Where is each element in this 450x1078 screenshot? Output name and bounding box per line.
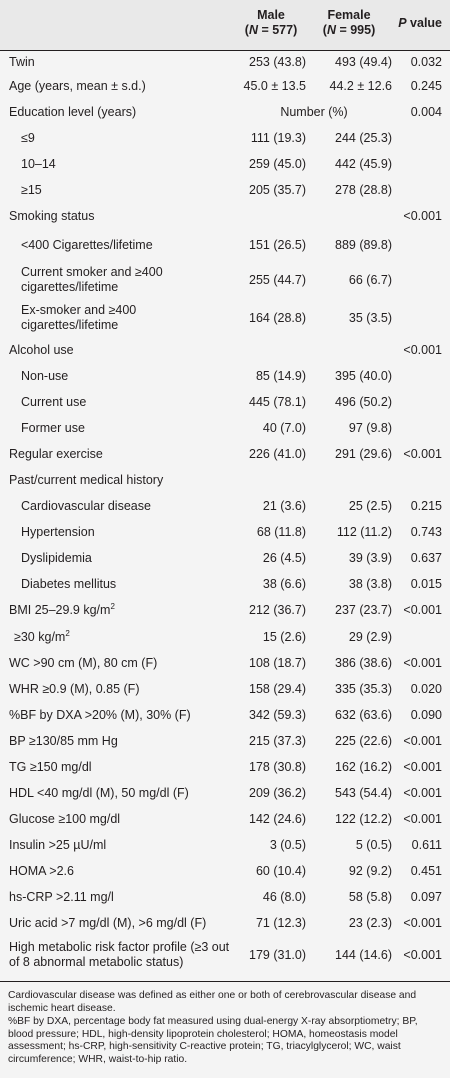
row-label: 10–14 bbox=[21, 156, 56, 171]
header-row bbox=[0, 0, 450, 50]
row-label: ≥15 bbox=[21, 182, 42, 197]
row-female-value: 493 (49.4) bbox=[335, 54, 392, 69]
row-label: BP ≥130/85 mm Hg bbox=[9, 733, 118, 748]
row-male-value: 38 (6.6) bbox=[262, 576, 306, 591]
row-label: ≤9 bbox=[21, 130, 35, 145]
row-p-value bbox=[392, 151, 450, 177]
row-female-value: 112 (11.2) bbox=[336, 524, 392, 539]
row-p-value: <0.001 bbox=[403, 342, 442, 357]
row-female-value: 225 (22.6) bbox=[335, 733, 392, 748]
row-male-value: 111 (19.3) bbox=[250, 130, 306, 145]
row-male-value: 46 (8.0) bbox=[262, 889, 306, 904]
row-male-value: 215 (37.3) bbox=[249, 733, 306, 748]
table-row bbox=[0, 780, 450, 806]
row-male-value: 3 (0.5) bbox=[269, 837, 306, 852]
row-p-value bbox=[392, 415, 450, 441]
row-male-value: 178 (30.8) bbox=[249, 759, 306, 774]
row-label: Dyslipidemia bbox=[21, 550, 92, 565]
row-female-value: 58 (5.8) bbox=[348, 889, 392, 904]
row-female-value: 632 (63.6) bbox=[335, 707, 392, 722]
table-body bbox=[0, 50, 450, 974]
row-label: Hypertension bbox=[21, 524, 95, 539]
header-empty-cell bbox=[0, 0, 236, 50]
footnotes bbox=[8, 990, 442, 1067]
row-female-value: 66 (6.7) bbox=[348, 272, 392, 287]
header-male-n: (N = 577) bbox=[244, 23, 298, 37]
table-row bbox=[0, 624, 450, 650]
row-male-value: 164 (28.8) bbox=[249, 310, 306, 325]
row-male-value bbox=[236, 337, 306, 363]
table-row bbox=[0, 50, 450, 74]
row-p-value bbox=[392, 467, 450, 493]
table-row bbox=[0, 415, 450, 441]
row-male-value: 21 (3.6) bbox=[262, 498, 306, 513]
row-label: Current smoker and ≥400 cigarettes/lifetime bbox=[21, 265, 163, 294]
row-female-value: 97 (9.8) bbox=[348, 420, 392, 435]
table-row bbox=[0, 337, 450, 363]
row-label: Education level (years) bbox=[9, 104, 137, 119]
table-row bbox=[0, 493, 450, 519]
row-p-value: <0.001 bbox=[403, 733, 442, 748]
row-p-value bbox=[392, 389, 450, 415]
row-male-value: 40 (7.0) bbox=[262, 420, 306, 435]
row-male-value: 255 (44.7) bbox=[249, 272, 306, 287]
table-row bbox=[0, 177, 450, 203]
header-p-value: P value bbox=[398, 16, 442, 30]
row-p-value: 0.020 bbox=[410, 681, 442, 696]
row-p-value: <0.001 bbox=[403, 785, 442, 800]
row-label: BMI 25–29.9 $kg/m^2$ bbox=[9, 601, 115, 617]
row-label-superscript: 2 bbox=[65, 628, 70, 638]
row-male-value: 205 (35.7) bbox=[249, 182, 306, 197]
row-label: <400 Cigarettes/lifetime bbox=[21, 237, 153, 252]
table-row bbox=[0, 229, 450, 261]
row-female-value bbox=[306, 467, 392, 493]
row-female-value: 442 (45.9) bbox=[335, 156, 392, 171]
row-span-note: Number (%) bbox=[280, 104, 348, 119]
row-p-value: <0.001 bbox=[403, 655, 442, 670]
row-p-value: 0.004 bbox=[410, 104, 442, 119]
row-label: Past/current medical history bbox=[9, 472, 164, 487]
row-female-value: 386 (38.6) bbox=[335, 655, 392, 670]
row-p-value: <0.001 bbox=[403, 446, 442, 461]
row-female-value: 144 (14.6) bbox=[335, 947, 392, 962]
row-label: Smoking status bbox=[9, 208, 95, 223]
row-p-value bbox=[392, 177, 450, 203]
row-p-value: 0.032 bbox=[410, 54, 442, 69]
row-female-value: 29 (2.9) bbox=[348, 629, 392, 644]
row-male-value: 71 (12.3) bbox=[255, 915, 306, 930]
table-row bbox=[0, 728, 450, 754]
row-female-value: 35 (3.5) bbox=[348, 310, 392, 325]
table-row bbox=[0, 261, 450, 299]
row-label: %BF by DXA >20% (M), 30% (F) bbox=[9, 707, 191, 722]
row-female-value: 278 (28.8) bbox=[335, 182, 392, 197]
row-p-value bbox=[392, 624, 450, 650]
table-row bbox=[0, 936, 450, 974]
row-p-value: <0.001 bbox=[403, 208, 442, 223]
row-label: Insulin >25 µU/ml bbox=[9, 837, 107, 852]
row-male-value: 342 (59.3) bbox=[249, 707, 306, 722]
row-label: WHR ≥0.9 (M), 0.85 (F) bbox=[9, 681, 140, 696]
table-row bbox=[0, 299, 450, 337]
row-p-value: 0.743 bbox=[410, 524, 442, 539]
row-female-value: 543 (54.4) bbox=[335, 785, 392, 800]
row-p-value bbox=[392, 299, 450, 337]
row-female-value: 122 (12.2) bbox=[335, 811, 392, 826]
row-male-value: 68 (11.8) bbox=[256, 524, 306, 539]
row-p-value: 0.015 bbox=[410, 576, 442, 591]
row-label-superscript: 2 bbox=[110, 601, 115, 611]
table-row bbox=[0, 441, 450, 467]
row-label: Glucose ≥100 mg/dl bbox=[9, 811, 121, 826]
header-female-n: (N = 995) bbox=[322, 23, 376, 37]
table-row bbox=[0, 858, 450, 884]
row-p-value: 0.097 bbox=[410, 889, 442, 904]
row-p-value: 0.611 bbox=[411, 837, 442, 852]
table-row bbox=[0, 519, 450, 545]
row-label: ≥30 $kg/m^2$ bbox=[14, 628, 70, 644]
row-p-value: 0.090 bbox=[410, 707, 442, 722]
row-male-value: 60 (10.4) bbox=[255, 863, 306, 878]
table-row bbox=[0, 545, 450, 571]
footnote-abbreviations: %BF by DXA, percentage body fat measured using dual-energy X-ray absorptiometry; BP, blood pressure; HDL, high-density lipoprotein cholesterol; HOMA, homeostasis model assessment; hs-CRP, high-sensitivity C-reactive protein; TG, triacylglycerol; WC, waist circumference; WHR, waist-to-hip ratio. bbox=[8, 1016, 418, 1065]
row-p-value: 0.245 bbox=[410, 79, 442, 93]
row-female-value: 23 (2.3) bbox=[348, 915, 392, 930]
row-male-value: 85 (14.9) bbox=[255, 368, 306, 383]
row-female-value: 244 (25.3) bbox=[335, 130, 392, 145]
row-female-value: 237 (23.7) bbox=[335, 603, 392, 617]
row-female-value: 496 (50.2) bbox=[335, 394, 392, 409]
table-row bbox=[0, 832, 450, 858]
table-row bbox=[0, 363, 450, 389]
table-row bbox=[0, 884, 450, 910]
row-female-value: 5 (0.5) bbox=[355, 837, 392, 852]
row-label: HOMA >2.6 bbox=[9, 863, 74, 878]
row-label: Non-use bbox=[21, 368, 69, 383]
row-female-value: 291 (29.6) bbox=[335, 446, 392, 461]
row-label: Ex-smoker and ≥400 cigarettes/lifetime bbox=[21, 303, 137, 332]
row-label: Twin bbox=[9, 54, 35, 69]
row-male-value bbox=[236, 467, 306, 493]
row-male-value: 15 (2.6) bbox=[262, 629, 306, 644]
row-p-value bbox=[392, 125, 450, 151]
row-label: WC >90 cm (M), 80 cm (F) bbox=[9, 655, 158, 670]
row-female-value bbox=[306, 337, 392, 363]
row-p-value: <0.001 bbox=[403, 811, 442, 826]
row-female-value: 395 (40.0) bbox=[335, 368, 392, 383]
header-female bbox=[306, 0, 392, 50]
row-p-value: <0.001 bbox=[403, 915, 442, 930]
row-p-value: <0.001 bbox=[403, 759, 442, 774]
table-row bbox=[0, 571, 450, 597]
table-row bbox=[0, 467, 450, 493]
header-rule bbox=[0, 50, 450, 51]
row-p-value: 0.451 bbox=[410, 863, 442, 878]
table-row bbox=[0, 702, 450, 728]
row-male-value bbox=[236, 203, 306, 229]
row-label: hs-CRP >2.11 mg/l bbox=[9, 889, 114, 904]
row-male-value: 151 (26.5) bbox=[249, 237, 306, 252]
row-p-value bbox=[392, 229, 450, 261]
row-male-value: 445 (78.1) bbox=[249, 394, 306, 409]
header-male bbox=[236, 0, 306, 50]
row-p-value: <0.001 bbox=[403, 947, 442, 962]
row-male-value: 253 (43.8) bbox=[249, 54, 306, 69]
row-label: Regular exercise bbox=[9, 446, 103, 461]
row-label: High metabolic risk factor profile (≥3 out of 8 abnormal metabolic status) bbox=[9, 940, 230, 969]
row-male-value: 142 (24.6) bbox=[249, 811, 306, 826]
row-male-value: 179 (31.0) bbox=[249, 947, 306, 962]
row-label: Alcohol use bbox=[9, 342, 74, 357]
row-male-value: 226 (41.0) bbox=[249, 446, 306, 461]
row-label: Diabetes mellitus bbox=[21, 576, 117, 591]
row-female-value: 39 (3.9) bbox=[348, 550, 392, 565]
row-label: Uric acid >7 mg/dl (M), >6 mg/dl (F) bbox=[9, 915, 207, 930]
table-row bbox=[0, 74, 450, 99]
table-row bbox=[0, 125, 450, 151]
table-row bbox=[0, 203, 450, 229]
row-label: TG ≥150 mg/dl bbox=[9, 759, 92, 774]
row-male-value: 209 (36.2) bbox=[249, 785, 306, 800]
table-row bbox=[0, 806, 450, 832]
row-label: HDL <40 mg/dl (M), 50 mg/dl (F) bbox=[9, 785, 189, 800]
row-p-value bbox=[392, 363, 450, 389]
table-row bbox=[0, 151, 450, 177]
footnote-definition: Cardiovascular disease was defined as either one or both of cerebrovascular disease and ischemic heart disease. bbox=[8, 990, 417, 1014]
row-male-value: 158 (29.4) bbox=[249, 681, 306, 696]
table-row bbox=[0, 676, 450, 702]
row-p-value: <0.001 bbox=[403, 603, 442, 617]
table-row bbox=[0, 99, 450, 125]
row-p-value: 0.637 bbox=[410, 550, 442, 565]
table-row bbox=[0, 910, 450, 936]
row-female-value: 889 (89.8) bbox=[335, 237, 392, 252]
table-row bbox=[0, 650, 450, 676]
bottom-rule bbox=[0, 981, 450, 982]
row-female-value: 162 (16.2) bbox=[335, 759, 392, 774]
header-female-label: Female bbox=[327, 8, 371, 22]
row-label: Current use bbox=[21, 394, 87, 409]
table-row bbox=[0, 389, 450, 415]
row-female-value bbox=[306, 203, 392, 229]
row-female-value: 38 (3.8) bbox=[348, 576, 392, 591]
row-p-value: 0.215 bbox=[410, 498, 442, 513]
row-male-value: 45.0 ± 13.5 bbox=[243, 79, 306, 93]
header-male-label: Male bbox=[257, 8, 285, 22]
row-female-value: 25 (2.5) bbox=[348, 498, 392, 513]
row-female-value: 92 (9.2) bbox=[348, 863, 392, 878]
row-male-value: 108 (18.7) bbox=[249, 655, 306, 670]
row-label: Former use bbox=[21, 420, 85, 435]
row-male-value: 212 (36.7) bbox=[249, 603, 306, 617]
row-p-value bbox=[392, 261, 450, 299]
row-male-value: 26 (4.5) bbox=[262, 550, 306, 565]
row-female-value: 335 (35.3) bbox=[335, 681, 392, 696]
row-label: Age (years, mean ± s.d.) bbox=[9, 79, 146, 93]
table-row bbox=[0, 597, 450, 624]
row-male-value: 259 (45.0) bbox=[249, 156, 306, 171]
row-female-value: 44.2 ± 12.6 bbox=[329, 79, 392, 93]
row-label: Cardiovascular disease bbox=[21, 498, 151, 513]
table-row bbox=[0, 754, 450, 780]
